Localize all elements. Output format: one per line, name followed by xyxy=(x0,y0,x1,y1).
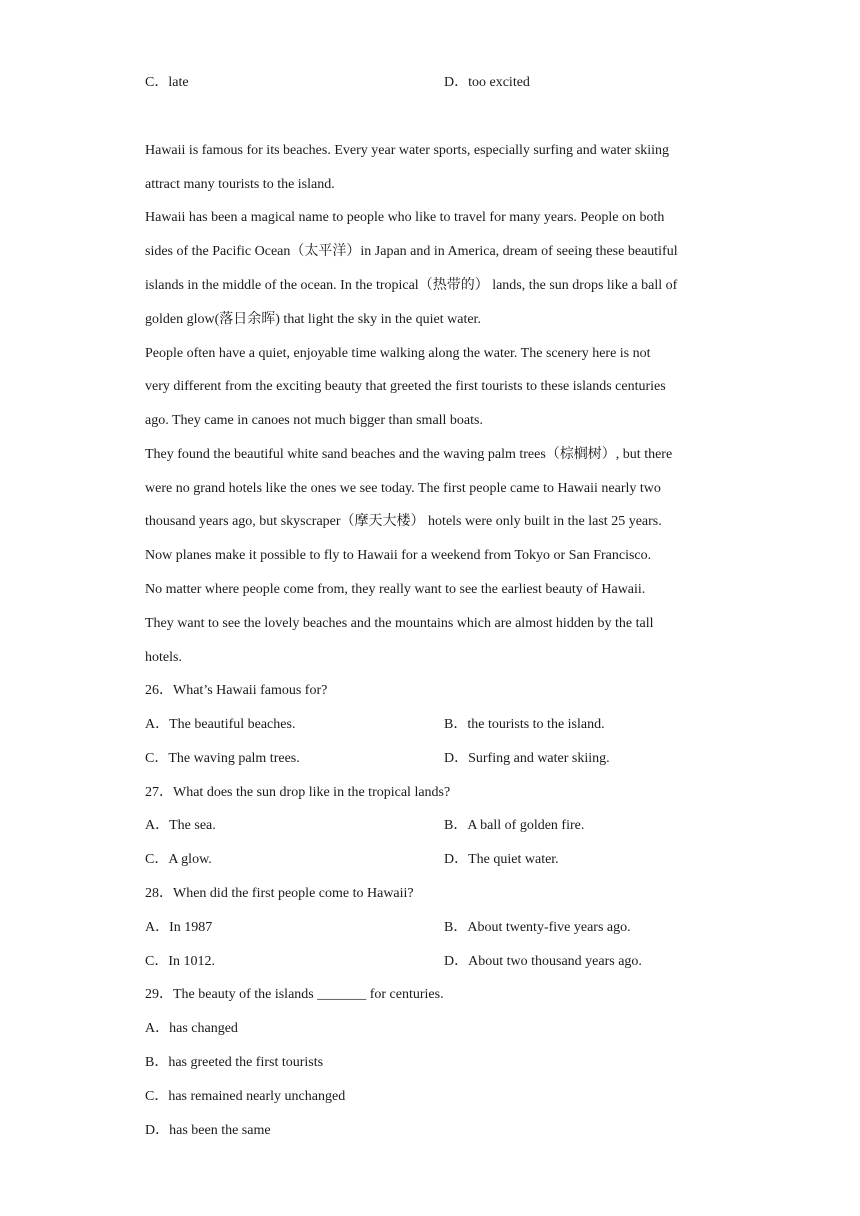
option-c: C．A glow. xyxy=(145,852,212,867)
option-d: D．About two thousand years ago. xyxy=(444,954,642,969)
passage-line: Hawaii has been a magical name to people who like to travel for many years. People on both xyxy=(145,210,665,225)
passage-line: Hawaii is famous for its beaches. Every year water sports, especially surfing and water skiing xyxy=(145,143,670,158)
passage-line: No matter where people come from, they really want to see the earliest beauty of Hawaii. xyxy=(145,582,646,597)
passage-line: golden glow(落日余晖) that light the sky in the quiet water. xyxy=(145,312,481,327)
question-stem: 26．What’s Hawaii famous for? xyxy=(145,683,328,698)
option-d-prev: D．too excited xyxy=(444,75,530,90)
option-c: C．The waving palm trees. xyxy=(145,751,300,766)
option-a: A．The sea. xyxy=(145,818,216,833)
passage-line: thousand years ago, but skyscraper（摩天大楼） hotels were only built in the last 25 years. xyxy=(145,514,662,529)
question-stem: 28．When did the first people come to Hawaii? xyxy=(145,886,414,901)
option-b: B．A ball of golden fire. xyxy=(444,818,585,833)
option-a: A．has changed xyxy=(145,1021,238,1036)
option-d: D．Surfing and water skiing. xyxy=(444,751,610,766)
option-b: B．About twenty-five years ago. xyxy=(444,920,631,935)
passage-line: People often have a quiet, enjoyable time walking along the water. The scenery here is not xyxy=(145,346,651,361)
question-stem: 29．The beauty of the islands _______ for centuries. xyxy=(145,987,444,1002)
passage-line: very different from the exciting beauty that greeted the first tourists to these islands centuries xyxy=(145,379,666,394)
question-stem: 27．What does the sun drop like in the tropical lands? xyxy=(145,785,451,800)
option-a: A．In 1987 xyxy=(145,920,213,935)
option-d: D．The quiet water. xyxy=(444,852,559,867)
passage-line: were no grand hotels like the ones we see today. The first people came to Hawaii nearly two xyxy=(145,481,661,496)
passage-line: They found the beautiful white sand beaches and the waving palm trees（棕榈树）, but there xyxy=(145,447,673,462)
option-a: A．The beautiful beaches. xyxy=(145,717,296,732)
passage-line: They want to see the lovely beaches and the mountains which are almost hidden by the tall xyxy=(145,616,654,631)
option-c: C．has remained nearly unchanged xyxy=(145,1089,346,1104)
passage-line: ago. They came in canoes not much bigger than small boats. xyxy=(145,413,483,428)
passage-line: sides of the Pacific Ocean（太平洋）in Japan and in America, dream of seeing these beautiful xyxy=(145,244,678,259)
option-c: C．In 1012. xyxy=(145,954,215,969)
option-c-prev: C．late xyxy=(145,75,189,90)
option-b: B．the tourists to the island. xyxy=(444,717,605,732)
passage-line: hotels. xyxy=(145,650,182,665)
option-d: D．has been the same xyxy=(145,1123,271,1138)
passage-line: attract many tourists to the island. xyxy=(145,177,335,192)
passage-line: Now planes make it possible to fly to Hawaii for a weekend from Tokyo or San Francisco. xyxy=(145,548,652,563)
passage-line: islands in the middle of the ocean. In the tropical（热带的） lands, the sun drops like a ball of xyxy=(145,278,678,293)
option-b: B．has greeted the first tourists xyxy=(145,1055,324,1070)
